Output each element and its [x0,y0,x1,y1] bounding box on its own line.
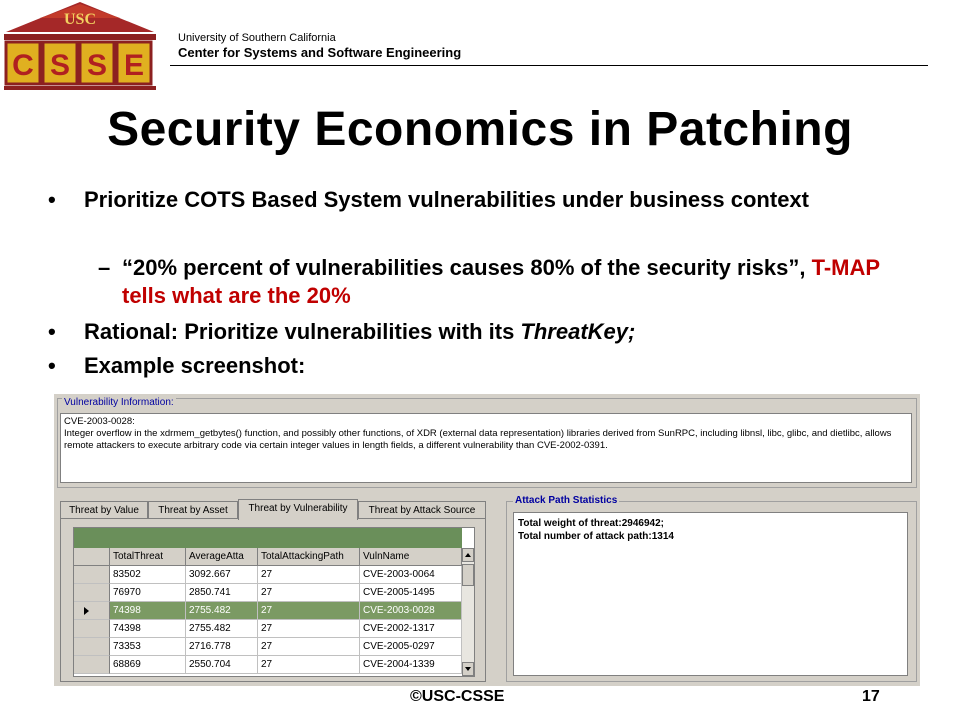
row-indicator [74,584,110,602]
bullet-rational [48,318,908,346]
cell-vuln-name: CVE-2005-0297 [360,638,462,656]
logo-letter: C [12,49,34,82]
cell-total-threat: 74398 [110,620,186,638]
table-row[interactable] [74,656,462,674]
table-row[interactable] [74,620,462,638]
threatkey-text: ThreatKey; [520,319,636,344]
row-indicator-header [74,548,110,566]
scroll-thumb[interactable] [462,564,474,586]
scroll-up-button[interactable] [462,548,474,562]
cell-average-atta: 2755.482 [186,620,258,638]
vulnerability-info-group [57,398,917,488]
table-row[interactable] [74,584,462,602]
cell-total-attacking-path: 27 [258,638,360,656]
header-divider [170,65,928,66]
row-indicator [74,656,110,674]
arrow-down-icon [465,667,471,671]
vulnerability-info-label: Vulnerability Information: [64,397,174,408]
cell-total-attacking-path: 27 [258,620,360,638]
grid-vertical-scrollbar[interactable] [462,548,474,676]
bullet-mark: • [48,187,56,212]
table-row-selected[interactable] [74,602,462,620]
total-weight-of-threat: Total weight of threat:2946942; [518,518,664,529]
logo-usc-text: USC [63,11,97,28]
cell-total-threat: 83502 [110,566,186,584]
bullet-mark: • [48,353,56,378]
tmap-screenshot [54,394,920,686]
rational-text: Rational: Prioritize vulnerabilities with its [84,319,521,344]
cell-vuln-name: CVE-2003-0028 [360,602,462,620]
row-indicator [74,566,110,584]
cell-vuln-name: CVE-2002-1317 [360,620,462,638]
column-header-total-threat[interactable]: TotalThreat [110,548,186,566]
cell-total-threat: 74398 [110,602,186,620]
cell-average-atta: 2850.741 [186,584,258,602]
cell-average-atta: 3092.667 [186,566,258,584]
bullet-mark: • [48,319,56,344]
tab-threat-by-value[interactable]: Threat by Value [60,501,148,519]
dash-mark: – [98,255,111,280]
vulnerability-info-textbox[interactable] [60,413,912,483]
attack-path-statistics-group [506,495,917,682]
cell-total-attacking-path: 27 [258,602,360,620]
tab-threat-by-vulnerability[interactable]: Threat by Vulnerability [238,499,358,520]
vulnerability-description: Integer overflow in the xdrmem_getbytes() function, and possibly other functions, of XDR (external data representation) libraries derived from SunRPC, including libnsl, libc, glibc, and dietlibc, allows remote attackers to execute arbitrary code via certain integer values in length fields, a different vulnerability than CVE-2002-0391. [64,428,892,451]
page-number: 17 [862,688,880,705]
cell-total-attacking-path: 27 [258,566,360,584]
slide-title: Security Economics in Patching [107,103,853,156]
vulnerability-grid[interactable] [73,527,475,677]
cell-total-threat: 68869 [110,656,186,674]
grid-header [74,548,462,566]
cell-vuln-name: CVE-2005-1495 [360,584,462,602]
csse-logo [0,0,160,92]
table-row[interactable] [74,566,462,584]
attack-path-statistics-label: Attack Path Statistics [515,495,618,506]
total-number-of-attack-path: Total number of attack path:1314 [518,531,674,542]
table-row[interactable] [74,638,462,656]
logo-letter: S [49,49,71,82]
logo-letter: S [86,49,108,82]
column-header-average-atta[interactable]: AverageAtta [186,548,258,566]
bullet-text: Prioritize COTS Based System vulnerabilities under business context [84,187,809,212]
center-name: Center for Systems and Software Engineering [178,45,462,60]
bullet-example [48,352,908,380]
cell-vuln-name: CVE-2004-1339 [360,656,462,674]
threat-tab-panel [60,518,486,682]
sub-bullet-20-percent [98,254,898,310]
cell-total-attacking-path: 27 [258,656,360,674]
tab-threat-by-asset[interactable]: Threat by Asset [148,501,238,519]
cell-total-threat: 76970 [110,584,186,602]
row-indicator [74,602,110,620]
bullet-text: Example screenshot: [84,353,306,378]
vulnerability-id: CVE-2003-0028: [64,416,135,427]
current-row-arrow-icon [84,607,89,615]
column-header-vuln-name[interactable]: VulnName [360,548,462,566]
row-indicator [74,638,110,656]
tmap-highlight-text: T-MAP tells what are the 20% [122,255,880,308]
tab-threat-by-attack-source[interactable]: Threat by Attack Source [358,501,486,519]
grid-group-band [74,528,462,548]
arrow-up-icon [465,553,471,557]
cell-total-attacking-path: 27 [258,584,360,602]
bullet-text [84,318,908,346]
logo-letter-tiles [6,42,151,84]
cell-average-atta: 2716.778 [186,638,258,656]
attack-path-statistics-textbox[interactable] [513,512,908,676]
university-name: University of Southern California [178,32,336,44]
footer-copyright: ©USC-CSSE [410,688,505,705]
cell-vuln-name: CVE-2003-0064 [360,566,462,584]
bullet-prioritize [48,186,908,214]
cell-average-atta: 2550.704 [186,656,258,674]
row-indicator [74,620,110,638]
cell-average-atta: 2755.482 [186,602,258,620]
logo-letter: E [123,49,145,82]
sub-bullet-text [122,254,898,310]
column-header-total-attacking-path[interactable]: TotalAttackingPath [258,548,360,566]
cell-total-threat: 73353 [110,638,186,656]
quote-text: “20% percent of vulnerabilities causes 80% of the security risks”, [122,255,812,280]
scroll-down-button[interactable] [462,662,474,676]
